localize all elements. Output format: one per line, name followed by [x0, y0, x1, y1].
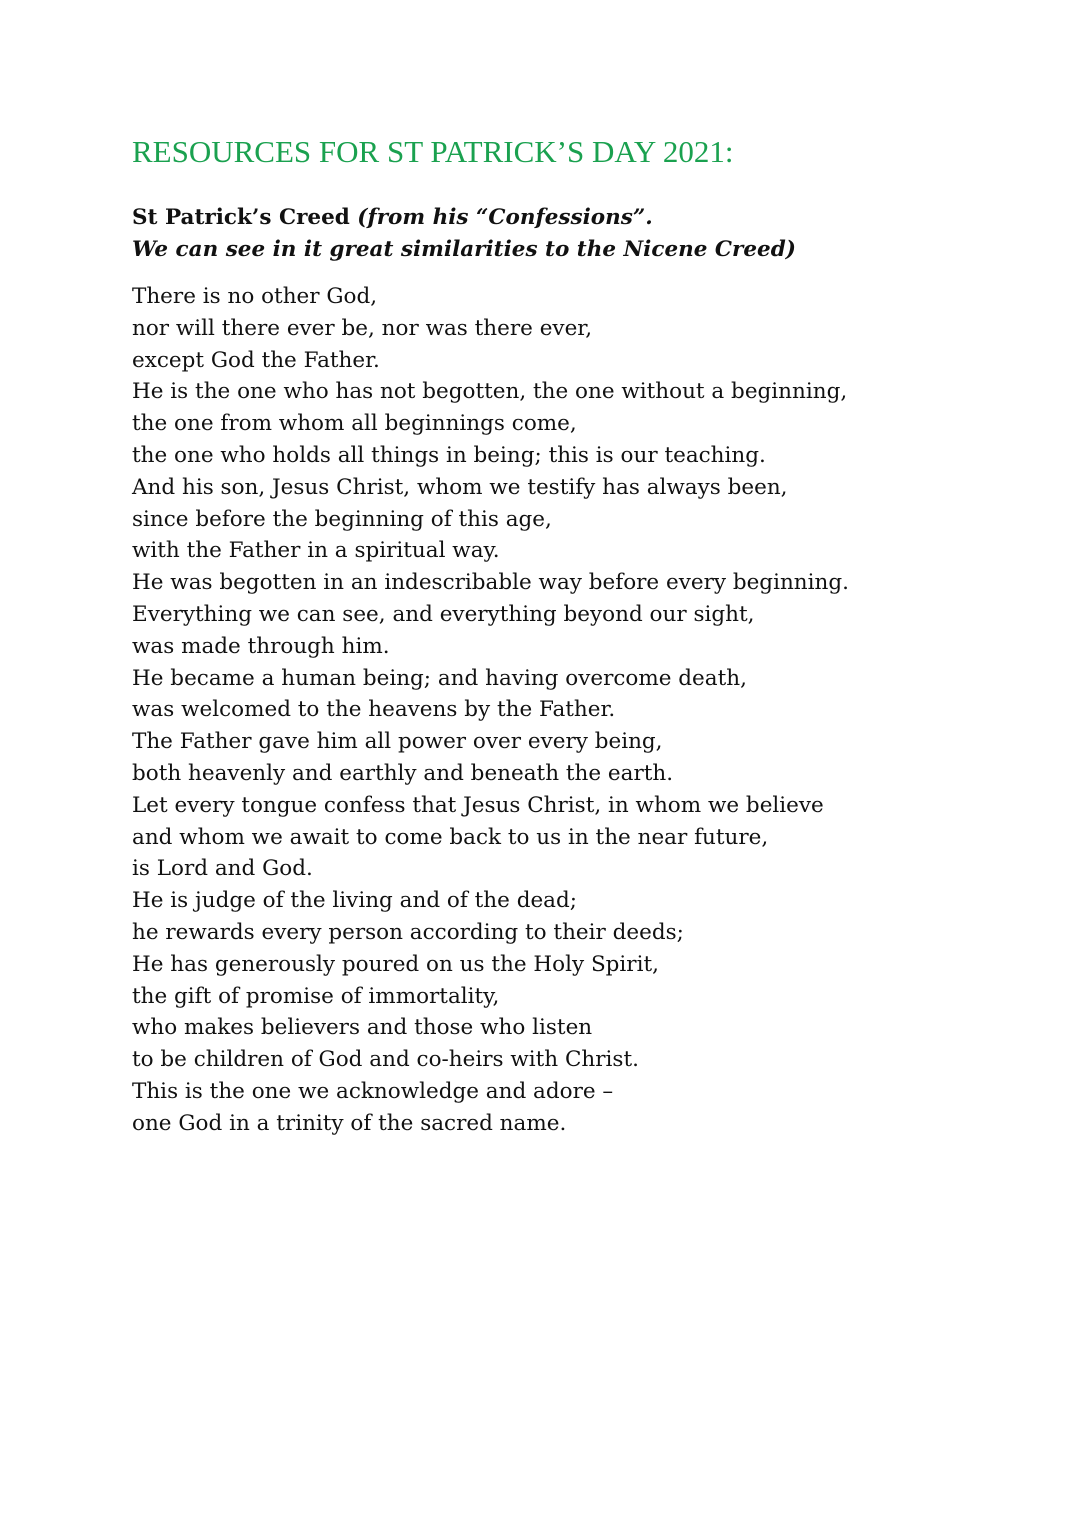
creed-line: This is the one we acknowledge and adore –: [132, 1078, 614, 1104]
creed-heading: St Patrick’s Creed: [132, 205, 350, 230]
creed-line: the gift of promise of immortality,: [132, 983, 500, 1009]
creed-line: was made through him.: [132, 633, 390, 659]
creed-line: and whom we await to come back to us in the near future,: [132, 824, 769, 850]
creed-line: And his son, Jesus Christ, whom we testify has always been,: [132, 474, 788, 500]
creed-line: since before the beginning of this age,: [132, 506, 552, 532]
creed-text: [132, 281, 849, 1140]
creed-line: He is the one who has not begotten, the one without a beginning,: [132, 379, 848, 405]
creed-line: both heavenly and earthly and beneath the earth.: [132, 760, 674, 786]
creed-line: who makes believers and those who listen: [132, 1015, 593, 1041]
creed-line: He became a human being; and having overcome death,: [132, 665, 747, 691]
creed-line: is Lord and God.: [132, 856, 313, 882]
creed-line: nor will there ever be, nor was there ever,: [132, 315, 593, 341]
creed-line: He was begotten in an indescribable way before every beginning.: [132, 570, 849, 596]
creed-comparison-note: We can see in it great similarities to the Nicene Creed): [132, 237, 796, 262]
creed-line: Everything we can see, and everything beyond our sight,: [132, 601, 755, 627]
creed-intro-line-1: [132, 202, 796, 234]
creed-line: one God in a trinity of the sacred name.: [132, 1110, 567, 1136]
creed-source-note: (from his “Confessions”.: [357, 205, 653, 230]
creed-line: to be children of God and co-heirs with Christ.: [132, 1047, 639, 1073]
creed-intro: [132, 202, 796, 266]
creed-line: The Father gave him all power over every being,: [132, 729, 663, 755]
creed-line: the one who holds all things in being; this is our teaching.: [132, 442, 766, 468]
creed-line: the one from whom all beginnings come,: [132, 411, 577, 437]
creed-line: He is judge of the living and of the dead;: [132, 888, 578, 914]
creed-line: He has generously poured on us the Holy Spirit,: [132, 951, 659, 977]
creed-line: except God the Father.: [132, 347, 380, 373]
creed-line: was welcomed to the heavens by the Father.: [132, 697, 616, 723]
creed-line: with the Father in a spiritual way.: [132, 538, 500, 564]
page-title: RESOURCES FOR ST PATRICK’S DAY 2021:: [132, 134, 734, 169]
creed-line: There is no other God,: [132, 284, 378, 309]
creed-line: he rewards every person according to their deeds;: [132, 919, 684, 945]
creed-line: Let every tongue confess that Jesus Christ, in whom we believe: [132, 792, 824, 818]
